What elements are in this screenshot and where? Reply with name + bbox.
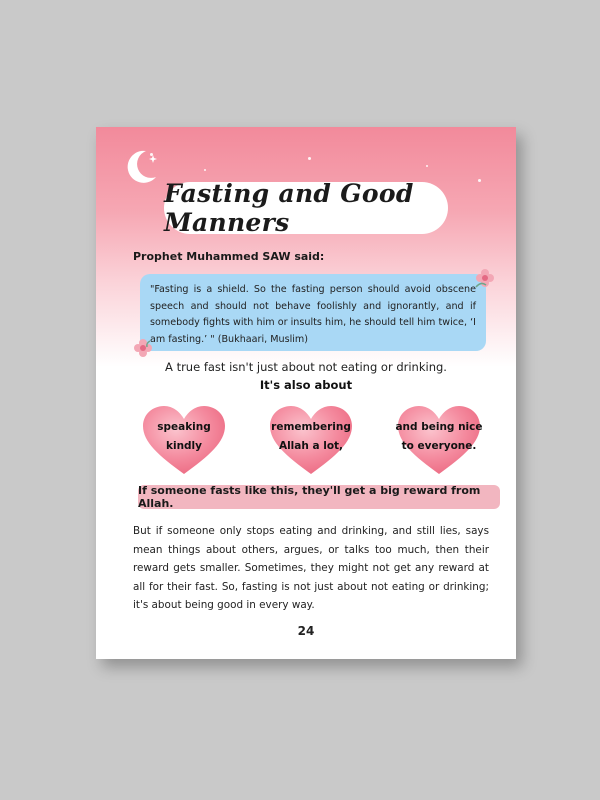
crescent-moon-icon (120, 147, 160, 187)
heart-label (266, 418, 356, 456)
hadith-attribution: Prophet Muhammed SAW said: (133, 250, 325, 263)
star-icon (426, 165, 428, 167)
heart-label-line2: Allah a lot, (278, 440, 344, 452)
heart-label-line1: and being nice (395, 421, 483, 433)
heart-label-line1: remembering (271, 421, 351, 433)
body-paragraph: But if someone only stops eating and drinking, and still lies, says mean things about others, argues, or talks too much, then their reward gets smaller. Sometimes, they might not get any reward at all for their fast. So, fasting is not just about not eating or drinking; it's about being good in every way. (133, 525, 489, 611)
star-icon (478, 179, 481, 182)
flower-icon (474, 267, 496, 289)
flower-icon (132, 337, 154, 359)
page-number: 24 (297, 624, 315, 638)
heart-card-remembering-allah (266, 404, 356, 476)
reward-highlight (138, 485, 500, 509)
title-banner (164, 179, 448, 237)
heart-label-line2: to everyone. (401, 440, 477, 452)
heart-label (394, 418, 484, 456)
intro-subheading: It's also about (259, 378, 353, 392)
hadith-quote-text: "Fasting is a shield. So the fasting person should avoid obscene speech and should not behave foolishly and ignorantly, and if somebody fights with him or insults him, he should tell him twice, ‘I am fasting.’ " (Bukhaari, Muslim) (150, 284, 476, 345)
star-icon (308, 157, 311, 160)
book-page (96, 127, 516, 659)
heart-label (139, 418, 229, 456)
reward-text: If someone fasts like this, they'll get a big reward from Allah. (138, 484, 481, 510)
page-title: Fasting and Good Manners (164, 179, 414, 237)
heart-card-speaking-kindly (139, 404, 229, 476)
heart-label-line2: kindly (165, 440, 203, 452)
heart-label-line1: speaking (157, 421, 211, 433)
heart-card-being-nice (394, 404, 484, 476)
hadith-quote-box (140, 274, 486, 351)
intro-line: A true fast isn't just about not eating or drinking. (165, 360, 447, 374)
star-icon (204, 169, 206, 171)
